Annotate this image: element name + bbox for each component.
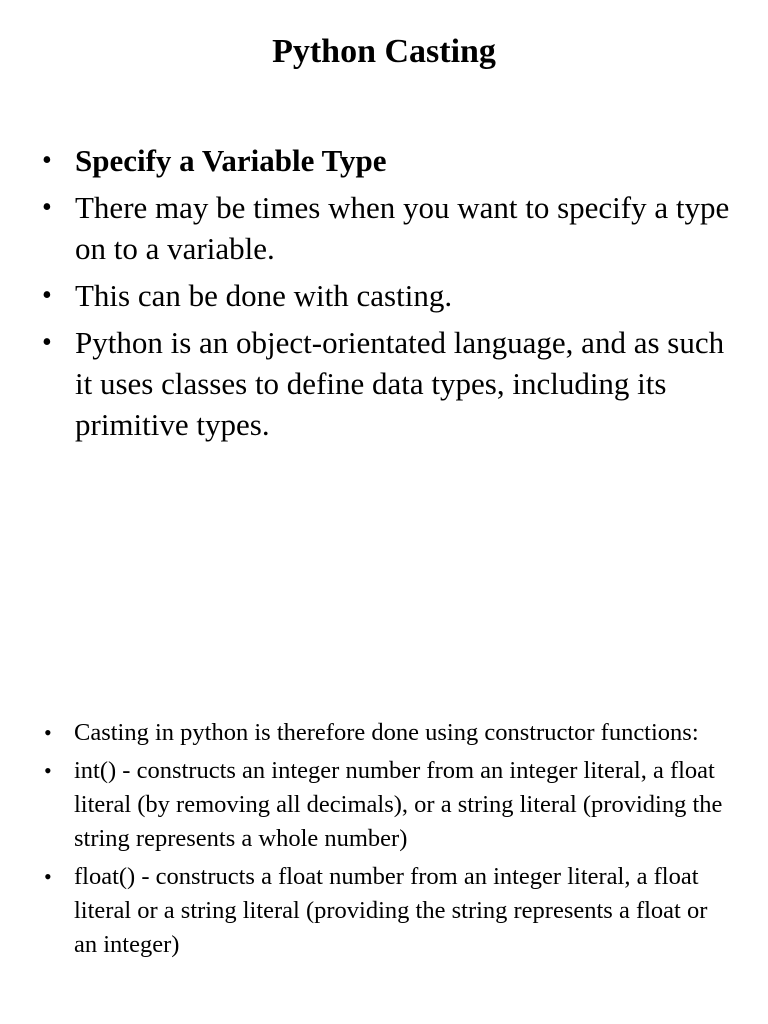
- bullet-item-object-orientated: [42, 322, 742, 445]
- bullet-text: This can be done with casting.: [75, 278, 453, 313]
- bullet-item-constructor-functions: [44, 716, 734, 750]
- bullet-dot-icon: •: [44, 864, 52, 889]
- bullet-text: There may be times when you want to specify a type on to a variable.: [75, 190, 730, 266]
- bullet-item-casting: [42, 275, 742, 316]
- bullet-text: Specify a Variable Type: [75, 143, 387, 178]
- bullet-item-int: [44, 754, 734, 856]
- slide-title: Python Casting: [272, 33, 496, 70]
- bullet-text: float() - constructs a float number from an integer literal, a float literal or a string literal (providing the string represents a float or an integer): [74, 863, 708, 958]
- bullet-item-float: [44, 860, 734, 962]
- bottom-bullet-list: [44, 716, 734, 966]
- bullet-item-specify-variable-type: [42, 140, 742, 181]
- bullet-text: int() - constructs an integer number from an integer literal, a float literal (by removing all decimals), or a string literal (providing the string represents a whole number): [74, 757, 723, 852]
- bullet-item-specify-type: [42, 187, 742, 269]
- bullet-text: Casting in python is therefore done using constructor functions:: [74, 719, 699, 746]
- bullet-dot-icon: •: [42, 145, 52, 176]
- bullet-dot-icon: •: [44, 758, 52, 783]
- top-bullet-list: [42, 140, 742, 451]
- bullet-text: Python is an object-orientated language, and as such it uses classes to define data types, including its primitive types.: [75, 325, 725, 442]
- bullet-dot-icon: •: [42, 192, 52, 223]
- bullet-dot-icon: •: [44, 720, 52, 745]
- bullet-dot-icon: •: [42, 280, 52, 311]
- bullet-dot-icon: •: [42, 327, 52, 358]
